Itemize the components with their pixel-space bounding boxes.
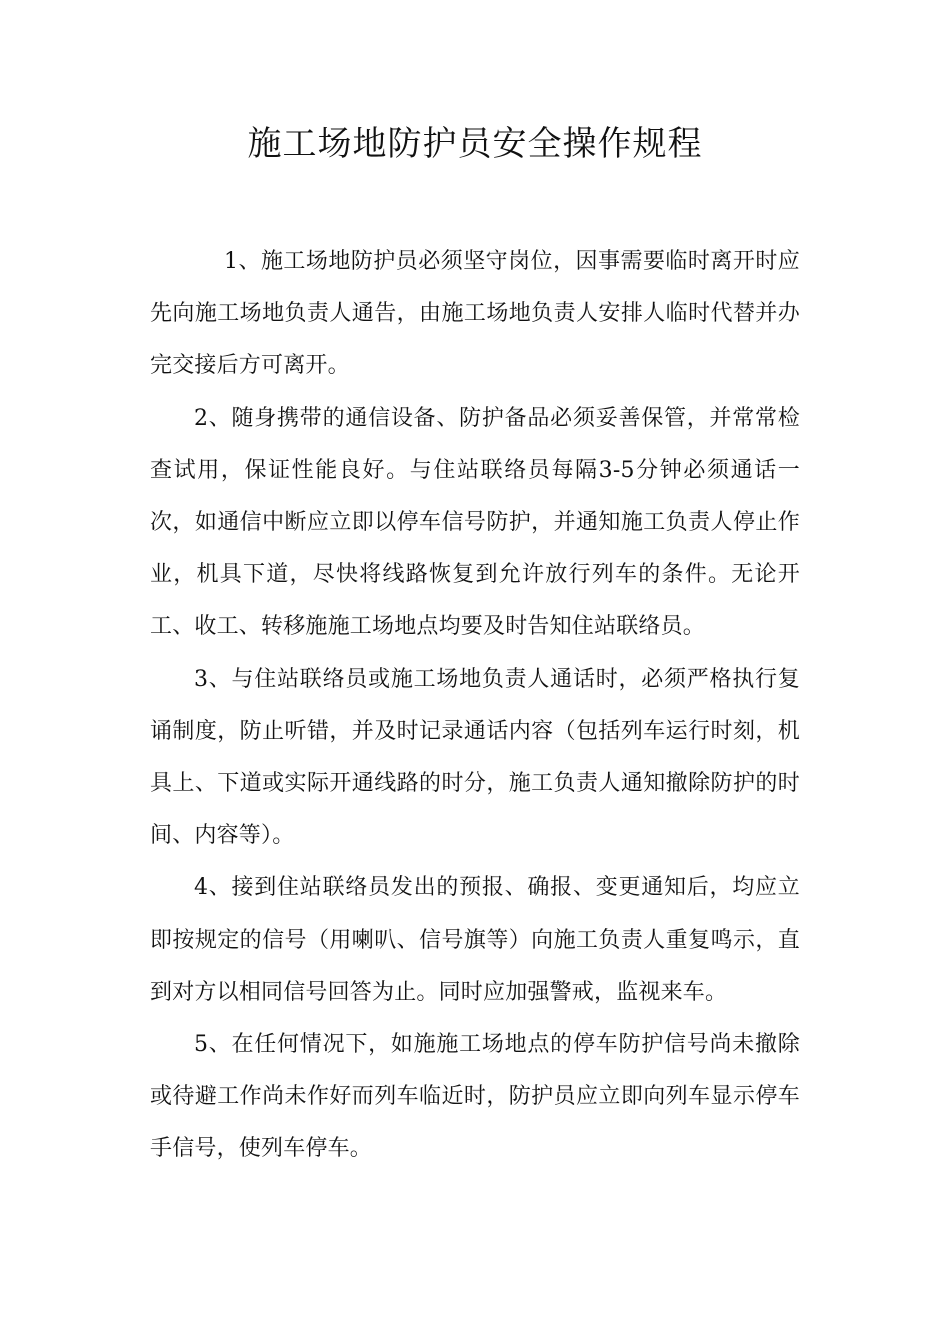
paragraph-5: 5、在任何情况下，如施施工场地点的停车防护信号尚未撤除或待避工作尚未作好而列车临近时，防护员应立即向列车显示停车手信号，使列车停车。	[150, 1032, 800, 1162]
paragraph-1: 1、施工场地防护员必须坚守岗位，因事需要临时离开时应先向施工场地负责人通告，由施工场地负责人安排人临时代替并办完交接后方可离开。	[150, 249, 800, 379]
paragraph-3: 3、与住站联络员或施工场地负责人通话时，必须严格执行复诵制度，防止听错，并及时记录通话内容（包括列车运行时刻，机具上、下道或实际开通线路的时分，施工负责人通知撤除防护的时间、内容等）。	[150, 666, 800, 849]
document-body	[150, 236, 800, 1176]
paragraph-4: 4、接到住站联络员发出的预报、确报、变更通知后，均应立即按规定的信号（用喇叭、信号旗等）向施工负责人重复鸣示，直到对方以相同信号回答为止。同时应加强警戒，监视来车。	[150, 875, 800, 1005]
document-title: 施工场地防护员安全操作规程	[247, 124, 703, 164]
paragraph-2: 2、随身携带的通信设备、防护备品必须妥善保管，并常常检查试用，保证性能良好。与住站联络员每隔3-5分钟必须通话一次，如通信中断应立即以停车信号防护，并通知施工负责人停止作业，机具下道，尽快将线路恢复到允许放行列车的条件。无论开工、收工、转移施施工场地点均要及时告知住站联络员。	[150, 405, 800, 640]
